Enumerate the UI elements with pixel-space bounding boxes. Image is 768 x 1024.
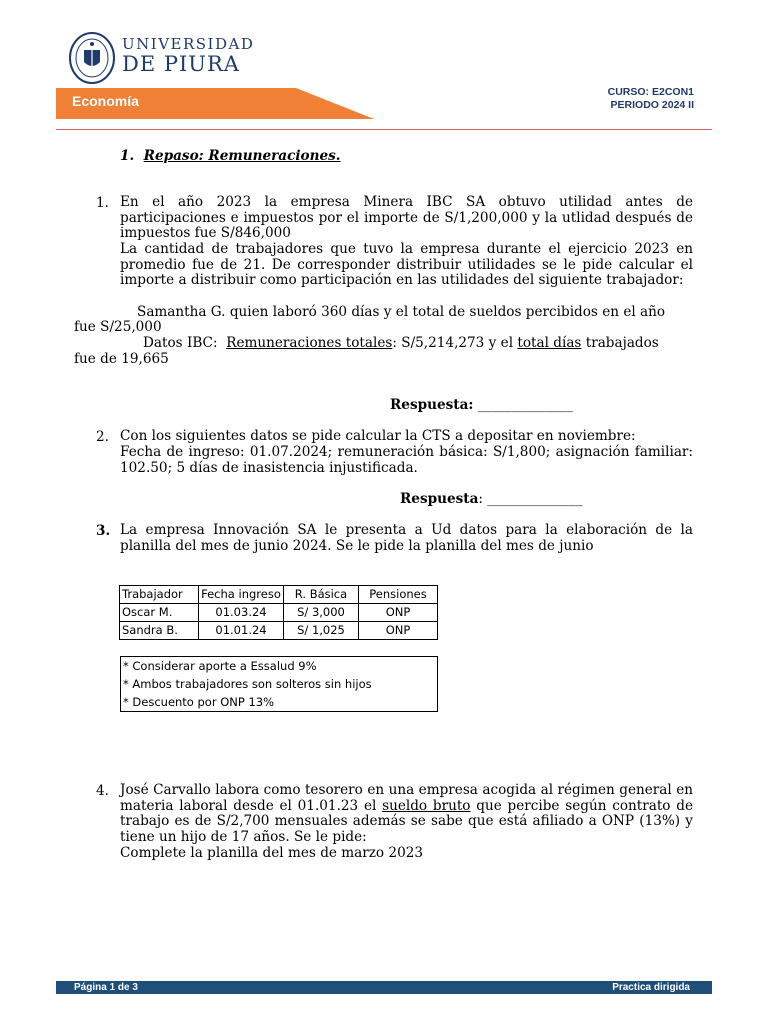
q1-answer xyxy=(390,398,573,414)
q1-number: 1. xyxy=(96,195,109,211)
table-cell: Sandra B. xyxy=(120,622,199,640)
section-title xyxy=(120,148,341,164)
course-code: CURSO: E2CON1 xyxy=(607,86,694,98)
course-info xyxy=(608,86,694,111)
table-header-cell: Fecha ingreso xyxy=(199,586,284,604)
table-cell: 01.01.24 xyxy=(199,622,284,640)
footer-label: Practica dirigida xyxy=(612,982,690,993)
q2-answer xyxy=(400,492,582,508)
university-seal-icon xyxy=(69,32,115,84)
q1-datos-dias-label: total días xyxy=(517,335,582,351)
header-divider xyxy=(56,129,712,130)
q4-text-b: que percibe según contrato de trabajo es de S/2,700 mensuales además se sabe que está afiliado a ONP (13%) y tiene un hijo de 17 años. Se le pide: xyxy=(120,797,693,845)
table-cell: S/ 3,000 xyxy=(284,604,359,622)
q4-last-line: Complete la planilla del mes de marzo 2023 xyxy=(120,845,424,861)
q1-answer-blank[interactable]: ______________ xyxy=(477,397,573,413)
q1-answer-label: Respuesta: xyxy=(390,397,474,413)
department-label: Economía xyxy=(72,93,139,109)
table-header-cell: R. Básica xyxy=(284,586,359,604)
q2-answer-blank[interactable]: : ______________ xyxy=(478,491,583,507)
university-name-line1: UNIVERSIDAD xyxy=(122,35,255,53)
q2-line2: Fecha de ingreso: 01.07.2024; remuneración básica: S/1,800; asignación familiar: 102.50; 5 días de inasistencia injustificada. xyxy=(120,444,693,476)
table-row xyxy=(120,622,438,640)
note-item: * Considerar aporte a Essalud 9% xyxy=(123,659,317,673)
q3-number: 3. xyxy=(96,523,111,539)
section-number: 1. xyxy=(120,148,135,164)
q1-samantha-line2: fue S/25,000 xyxy=(74,319,162,335)
table-cell: ONP xyxy=(359,622,438,640)
q4-text-a: José Carvallo labora como tesorero en una empresa acogida al régimen general en materia laboral desde el 01.01.23 el xyxy=(120,782,693,814)
note-item: * Ambos trabajadores son solteros sin hijos xyxy=(123,677,372,691)
q1-datos-prefix: Datos IBC: xyxy=(143,335,218,351)
table-cell: S/ 1,025 xyxy=(284,622,359,640)
q1-datos-line2: fue de 19,665 xyxy=(74,351,169,367)
table-header-cell: Pensiones xyxy=(359,586,438,604)
q1-datos-rem-label: Remuneraciones totales xyxy=(226,335,393,351)
q2-answer-label: Respuesta xyxy=(400,491,479,507)
q1-datos-line xyxy=(143,336,693,352)
q1-paragraph2: La cantidad de trabajadores que tuvo la empresa durante el ejercicio 2023 en promedio fue de 21. De corresponder distribuir utilidades se le pide calcular el importe a distribuir como participación en las utilidades del siguiente trabajador: xyxy=(120,241,693,289)
university-name-line2: DE PIURA xyxy=(122,52,240,76)
table-header-cell: Trabajador xyxy=(120,586,199,604)
university-name xyxy=(122,37,254,75)
q4-number: 4. xyxy=(96,783,109,799)
table-cell: 01.03.24 xyxy=(199,604,284,622)
q1-datos-dias-suffix: trabajados xyxy=(585,335,659,351)
planilla-table xyxy=(119,585,438,640)
q1-datos-rem-value: : S/5,214,273 y el xyxy=(392,335,514,351)
table-header-row xyxy=(120,586,438,604)
table-row xyxy=(120,604,438,622)
q4-sueldo-bruto: sueldo bruto xyxy=(382,797,471,814)
q4-text xyxy=(120,783,693,845)
q1-samantha-line: Samantha G. quien laboró 360 días y el total de sueldos percibidos en el año xyxy=(137,304,666,320)
q2-line1: Con los siguientes datos se pide calcular la CTS a depositar en noviembre: xyxy=(120,428,636,444)
q2-number: 2. xyxy=(96,429,109,445)
table-cell: Oscar M. xyxy=(120,604,199,622)
section-heading: Repaso: Remuneraciones. xyxy=(143,148,341,164)
notes-box xyxy=(120,656,438,712)
footer-page-number: Página 1 de 3 xyxy=(74,982,138,993)
table-cell: ONP xyxy=(359,604,438,622)
q3-text: La empresa Innovación SA le presenta a Ud datos para la elaboración de la planilla del mes de junio 2024. Se le pide la planilla del mes de junio xyxy=(120,522,693,554)
note-item: * Descuento por ONP 13% xyxy=(123,695,275,709)
q1-paragraph1: En el año 2023 la empresa Minera IBC SA obtuvo utilidad antes de participaciones e impuestos por el importe de S/1,200,000 y la utlidad después de impuestos fue S/846,000 xyxy=(120,194,693,242)
course-period: PERIODO 2024 II xyxy=(610,98,694,111)
